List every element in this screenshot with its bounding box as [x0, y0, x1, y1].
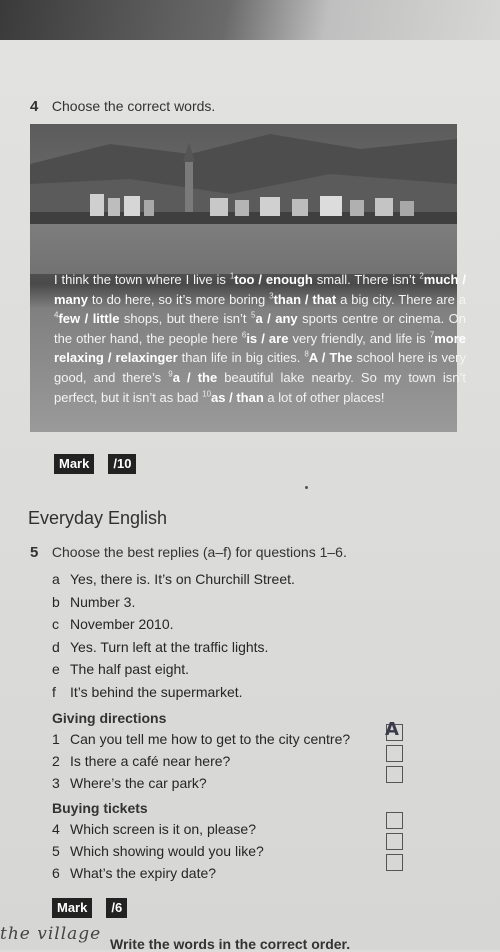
- option-letter: f: [52, 683, 56, 700]
- reading-passage: [54, 270, 466, 407]
- word-choice-2[interactable]: much / many: [54, 272, 466, 307]
- word-choice-9[interactable]: a / the: [172, 369, 218, 385]
- option-text: Number 3.: [70, 593, 136, 610]
- exercise-number: 5: [30, 544, 39, 561]
- next-exercise-instruction: Write the words in the correct order.: [110, 936, 351, 952]
- question-number: 5: [52, 843, 60, 859]
- score-box[interactable]: /6: [106, 898, 127, 918]
- passage-text: people here: [168, 330, 242, 346]
- passage-text: beautiful lake nearby. So my town: [217, 369, 436, 385]
- gap-number: 4: [54, 310, 59, 320]
- question-text: Which screen is it on, please?: [70, 821, 256, 837]
- word-choice-7-cont[interactable]: relaxinger: [115, 350, 178, 366]
- option-text: It’s behind the supermarket.: [70, 683, 243, 700]
- passage-text: a big city. There are a: [336, 291, 466, 307]
- gap-number: 1: [229, 271, 235, 281]
- passage-text: shops, but there isn’t: [119, 311, 247, 327]
- list-item: [52, 840, 264, 862]
- option-letter: d: [52, 638, 60, 655]
- reply-options-list: [52, 568, 295, 703]
- question-number: 2: [52, 753, 60, 769]
- exercise-5-heading: [30, 544, 347, 561]
- question-text: Can you tell me how to get to the city centre?: [70, 731, 351, 747]
- gap-number: 2: [419, 271, 424, 281]
- passage-text: isn’t perfect, but it isn’t as bad: [54, 369, 466, 405]
- word-choice-7[interactable]: more relaxing /: [54, 330, 466, 366]
- exercise-4-heading: [30, 98, 215, 115]
- list-item: [52, 862, 264, 884]
- passage-text: isn’t: [392, 272, 420, 287]
- word-choice-4[interactable]: few / little: [58, 311, 120, 327]
- passage-text: to do here, so it’s more boring: [87, 291, 270, 307]
- word-choice-1[interactable]: too / enough: [234, 272, 313, 287]
- word-choice-6[interactable]: is / are: [246, 330, 289, 346]
- gap-number: 5: [250, 310, 256, 320]
- passage-text: small. There: [312, 272, 389, 287]
- question-number: 3: [52, 775, 60, 791]
- option-letter: b: [52, 593, 60, 610]
- list-item: [52, 636, 295, 659]
- list-item: [52, 728, 350, 750]
- passage-text: a lot of other places!: [263, 389, 385, 405]
- gap-number: 3: [269, 291, 274, 301]
- option-text: Yes, there is. It’s on Churchill Street.: [70, 571, 295, 587]
- question-text: Where’s the car park?: [70, 775, 207, 791]
- passage-text: I think the town where I live is: [54, 272, 230, 287]
- passage-text: very friendly, and life is: [288, 330, 430, 346]
- option-letter: c: [52, 616, 59, 632]
- giving-directions-questions: [52, 728, 350, 794]
- passage-text: school here is very: [352, 350, 467, 366]
- gap-number: 7: [429, 330, 435, 340]
- option-text: November 2010.: [70, 616, 174, 632]
- word-choice-3[interactable]: than /: [273, 291, 309, 307]
- giving-directions-heading: Giving directions: [52, 710, 167, 726]
- handwritten-note: the village: [0, 924, 102, 944]
- list-item: [52, 591, 295, 614]
- mark-label: Mark: [54, 454, 94, 474]
- exercise-instruction: Choose the correct words.: [51, 98, 216, 114]
- word-choice-10[interactable]: as / than: [211, 389, 264, 405]
- list-item: [52, 681, 295, 704]
- list-item: [52, 568, 295, 591]
- question-text: Is there a café near here?: [70, 753, 231, 769]
- exercise-instruction: Choose the best replies (a–f) for questions 1–6.: [51, 544, 347, 560]
- list-item: [52, 613, 295, 636]
- handwritten-answer-1: A: [385, 719, 399, 740]
- answer-box-5[interactable]: [386, 833, 403, 850]
- gap-number: 10: [202, 389, 212, 399]
- gap-number: 6: [241, 330, 247, 340]
- passage-text: than life in big cities.: [177, 350, 305, 366]
- passage-text: sports centre or cinema. On the other hand, the: [54, 311, 467, 346]
- word-choice-3-cont[interactable]: that: [312, 291, 337, 307]
- question-number: 6: [52, 865, 60, 881]
- list-item: [52, 658, 295, 681]
- question-text: Which showing would you like?: [70, 843, 264, 859]
- answer-box-2[interactable]: [386, 745, 403, 762]
- question-number: 1: [52, 731, 60, 747]
- section-title: Everyday English: [28, 508, 168, 528]
- gap-number: 9: [168, 369, 173, 379]
- mark-label: Mark: [52, 898, 92, 918]
- option-letter: a: [52, 571, 60, 587]
- gap-number: 8: [304, 350, 309, 360]
- buying-tickets-heading: Buying tickets: [52, 800, 148, 816]
- answer-box-6[interactable]: [386, 854, 403, 871]
- speck: [305, 486, 308, 489]
- option-text: The half past eight.: [70, 661, 190, 677]
- option-letter: e: [52, 661, 60, 677]
- list-item: [52, 772, 350, 794]
- buying-tickets-questions: [52, 818, 264, 884]
- exercise-4-mark-row: [54, 454, 136, 474]
- passage-text: good, and there’s: [54, 369, 169, 385]
- word-choice-8[interactable]: A / The: [308, 350, 353, 366]
- exercise-number: 4: [30, 98, 39, 115]
- question-number: 4: [52, 821, 60, 837]
- option-text: Yes. Turn left at the traffic lights.: [70, 638, 269, 655]
- list-item: [52, 750, 350, 772]
- exercise-5-mark-row: [52, 898, 127, 918]
- town-lake-photo: [30, 124, 467, 432]
- answer-box-4[interactable]: [386, 812, 403, 829]
- question-text: What’s the expiry date?: [70, 865, 217, 881]
- score-box[interactable]: /10: [108, 454, 136, 474]
- word-choice-5[interactable]: a / any: [255, 311, 298, 327]
- answer-box-3[interactable]: [386, 766, 403, 783]
- list-item: [52, 818, 264, 840]
